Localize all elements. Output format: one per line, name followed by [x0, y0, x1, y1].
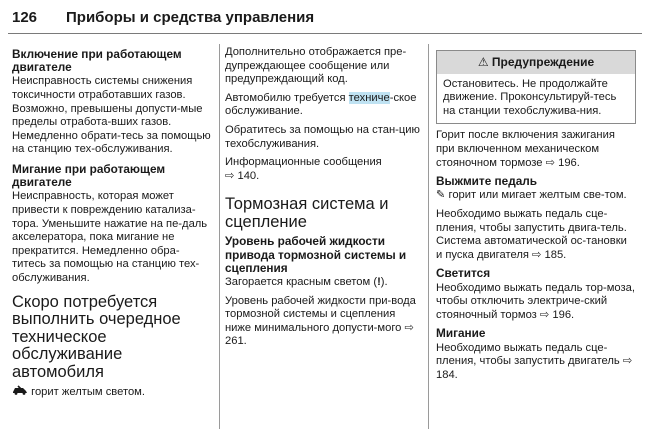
clutch-text: Необходимо выжать педаль сце-пления, чтобы запустить двига-тель. Система автоматической ос-тановки и пуска двигателя [436, 207, 627, 261]
page-ref-arrow-icon: ⇨ [622, 355, 633, 368]
page-ref-arrow-icon: ⇨ [539, 308, 550, 321]
section-heading-brakes: Тормозная система и сцепление [225, 195, 389, 232]
subheading-lit: Светится [436, 266, 491, 281]
clutch-start-text: Необходимо выжать педаль сце-пления, чтобы запустить двигатель [436, 341, 620, 368]
col2-para-4 [225, 156, 421, 183]
parking-brake-ref: 196. [558, 156, 580, 169]
brake-fluid-light-text: Загорается красным светом [225, 275, 371, 288]
section-text-on-running: Неисправность системы снижения токсичности отработавших газов. Возможно, превышены допусти-мые пределы отработа-вших газов. Немедленно обрати-тесь за помощью на станцию тех-обслуживания. [12, 75, 211, 156]
page-title: Приборы и средства управления [66, 9, 315, 26]
section-text-blinking: Неисправность, которая может привести к повреждению катализа-тора. Уменьшите нажатие на пе-даль акселератора, пока мигание не прекратится. Немедленно обра-титесь за помощью на станцию тех-обслуживания. [12, 190, 208, 284]
section-heading-service-soon: Скоро потребуется выполнить очередное техническое обслуживание автомобиля [12, 292, 181, 381]
col2-para-2 [225, 92, 421, 119]
service-indicator-text: горит желтым светом. [31, 386, 145, 399]
warning-body: Остановитесь. Не продолжайте движение. Проконсультируй-тесь на станции техобслужива-ния. [443, 77, 617, 117]
col2-para-1: Дополнительно отображается пре-дупреждающее сообщение или предупреждающий код. [225, 46, 407, 86]
warning-title: Предупреждение [491, 55, 595, 69]
page-ref-arrow-icon: ⇨ [532, 248, 542, 261]
warning-header [437, 51, 635, 74]
page-header [0, 0, 650, 34]
brake-fluid-level-para [225, 295, 421, 349]
column-divider-1 [219, 44, 220, 429]
section-heading-on-running: Включение при работающем двигателе [12, 47, 182, 75]
pedal-indicator-text: горит или мигает желтым све-том. [448, 189, 627, 202]
column-middle [225, 46, 421, 354]
highlighted-word: техниче [348, 91, 390, 104]
brake-fluid-level-text: Уровень рабочей жидкости при-вода тормозной системы и сцепления ниже минимального допусти-мого [225, 294, 416, 334]
page-ref-arrow-icon: ⇨ [545, 156, 555, 169]
column-right [436, 50, 636, 387]
brake-pedal-text: Необходимо выжать педаль тор-моза, чтобы отключить электриче-ский стояночный тормоз [436, 281, 635, 321]
warning-box [436, 50, 636, 124]
clutch-start-ref: 184. [436, 368, 458, 381]
col3-para-5 [436, 342, 636, 383]
header-divider [8, 33, 642, 34]
col3-para-1 [436, 129, 636, 170]
column-divider-2 [428, 44, 429, 429]
info-messages-ref: 140. [237, 169, 260, 182]
wrench-car-icon [12, 385, 28, 400]
subheading-blinking: Мигание [436, 326, 486, 341]
service-indicator-line [12, 385, 212, 400]
parking-brake-text: Горит после включения зажигания при включенном механическом стояночном тормозе [436, 129, 615, 169]
info-messages-text: Информационные сообщения [225, 156, 382, 169]
subheading-brake-fluid: Уровень рабочей жидкости привода тормозной системы и сцепления [225, 234, 407, 275]
col2-para-2-end: -ское обслуживание. [225, 91, 417, 118]
pedal-indicator-line [436, 189, 636, 203]
col3-para-4 [436, 282, 636, 323]
page-number: 126 [12, 9, 38, 26]
page-ref-arrow-icon: ⇨ [225, 169, 235, 182]
column-left [12, 46, 212, 405]
brake-pedal-ref: 196. [552, 308, 575, 321]
section-heading-blinking: Мигание при работающем двигателе [12, 161, 166, 190]
subheading-press-pedal: Выжмите педаль [436, 174, 538, 189]
brake-fluid-indicator-line [225, 276, 421, 290]
col2-para-3: Обратитесь за помощью на стан-цию техобслуживания. [225, 123, 420, 150]
col2-para-2-start: Автомобилю требуется [225, 91, 349, 104]
page-ref-arrow-icon: ⇨ [404, 321, 414, 334]
clutch-ref: 185. [544, 248, 567, 261]
brake-warning-icon: (!). [373, 275, 388, 288]
warning-triangle-icon: ⚠ [477, 55, 489, 69]
brake-fluid-ref: 261. [225, 335, 247, 348]
foot-pedal-icon: ✎ [436, 189, 446, 202]
col3-para-3 [436, 208, 636, 262]
